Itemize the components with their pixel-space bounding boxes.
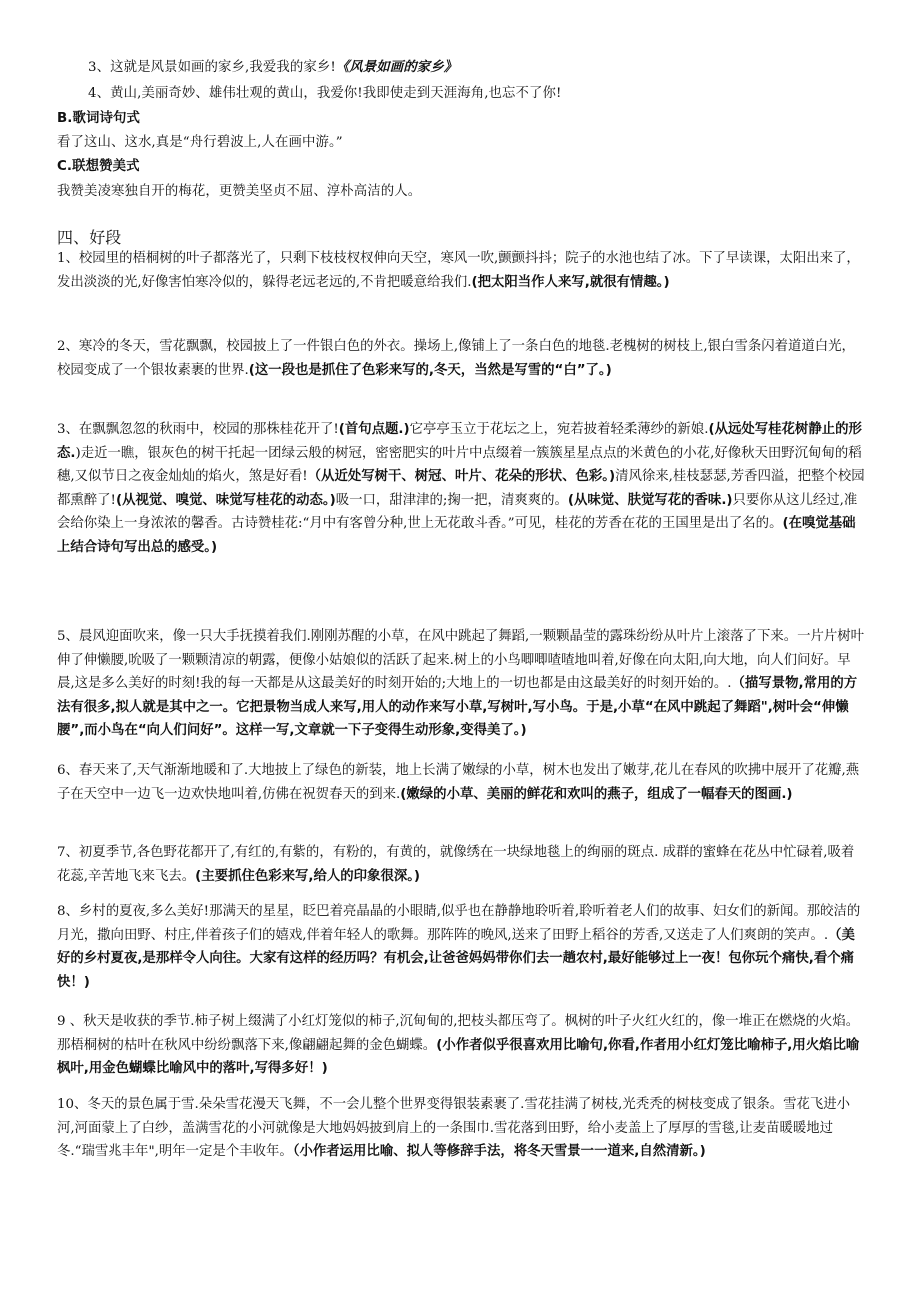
p3-note: (从远处写桂花树静止的形态. — [57, 422, 862, 461]
paragraph-1-note: (把太阳当作人来写,就很有情趣。) — [471, 274, 670, 290]
paragraph-7-text: 7、初夏季节,各色野花都开了,有红的,有紫的，有粉的，有黄的，就像绣在一块绿地毯上的绚丽的斑点. 成群的蜜蜂在花丛中忙碌着,吸着花蕊,辛苦地飞来飞去。 — [57, 845, 855, 884]
paragraph-6 — [57, 759, 865, 806]
paragraph-3 — [57, 418, 865, 560]
section-title: 四、好段 — [57, 228, 122, 247]
p3-note: (首句点题.) — [338, 422, 410, 437]
paragraph-10 — [57, 1093, 865, 1164]
p3-note: （从近处写树干、树冠、叶片、花朵的形状、色彩。) — [307, 469, 616, 485]
heading-c: C.联想赞美式 — [57, 159, 140, 174]
paragraph-1 — [57, 247, 865, 294]
paragraph-1-text: 1、校园里的梧桐树的叶子都落光了，只剩下枝枝杈杈伸向天空，寒风一吹,颤颤抖抖；院子的水池也结了冰。下了早读课，太阳出来了，发出淡淡的光,好像害怕寒冷似的，躲得老远老远的,不肯把暖意给我们. — [57, 251, 860, 290]
paragraph-8-note: （美好的乡村夏夜,是那样令人向往。大家有这样的经历吗？有机会,让爸爸妈妈带你们去一趟农村,最好能够过上一夜！包你玩个痛快,看个痛快！) — [57, 927, 855, 990]
line-3-title: 《风景如画的家乡》 — [335, 60, 458, 75]
heading-b: B.歌词诗句式 — [57, 111, 140, 126]
paragraph-8-text: 8、乡村的夏夜,多么美好!那满天的星星，眨巴着亮晶晶的小眼睛,似乎也在静静地聆听着,聆听着老人们的故事、妇女们的新闻。那皎洁的月光，撒向田野、村庄,伴着孩子们的嬉戏,伴着年轻人的歌舞。那阵阵的晚风,送来了田野上稻谷的芳香,又送走了人们爽朗的笑声。. — [57, 904, 861, 943]
paragraph-2-note: (这一段也是抓住了色彩来写的,冬天，当然是写雪的“白”了。) — [248, 362, 612, 378]
p3-note: (从味觉、肤觉写花的香味.) — [567, 492, 733, 508]
paragraph-6-note: (嫩绿的小草、美丽的鲜花和欢叫的燕子，组成了一幅春天的图画.) — [400, 786, 793, 802]
paragraph-5 — [57, 625, 865, 743]
paragraph-6-text: 6、春天来了,天气渐渐地暖和了.大地披上了绿色的新装，地上长满了嫩绿的小草，树木也发出了嫩芽,花儿在春风的吹拂中展开了花瓣,燕子在天空中一边飞一边欢快地叫着,仿佛在祝贺春天的到来. — [57, 763, 860, 802]
paragraph-9-text: 9 、秋天是收获的季节.柿子树上缀满了小红灯笼似的柿子,沉甸甸的,把枝头都压弯了。枫树的叶子火红火红的，像一堆正在燃烧的火焰。那梧桐树的枯叶在秋风中纷纷飘落下来,像翩翩起舞的金色蝴蝶。 — [57, 1014, 860, 1053]
p3-note: (在嗅觉基础上结合诗句写出总的感受。) — [57, 516, 856, 555]
paragraph-10-note: （小作者运用比喻、拟人等修辞手法，将冬天雪景一一道来,自然清新。) — [292, 1144, 706, 1160]
p3-part: 清风徐来,桂枝瑟瑟,芳香四溢，把整个校园都熏醉了! — [57, 469, 865, 508]
paragraph-8 — [57, 900, 865, 994]
paragraph-2 — [57, 335, 865, 382]
p3-note: (从视觉、嗅觉、味觉写桂花的动态。) — [115, 492, 336, 508]
paragraph-9 — [57, 1010, 865, 1081]
p3-part: 它亭亭玉立于花坛之上，宛若披着轻柔薄纱的新娘. — [409, 422, 709, 437]
text-b: 看了这山、这水,真是“舟行碧波上,人在画中游。” — [57, 135, 343, 150]
line-4: 4、黄山,美丽奇妙、雄伟壮观的黄山，我爱你!我即使走到天涯海角,也忘不了你! — [88, 86, 562, 101]
paragraph-5-note: （描写景物,常用的方法有很多,拟人就是其中之一。它把景物当成人来写,用人的动作来写小草,写树叶,写小鸟。于是,小草“在风中跳起了舞蹈",树叶会“伸懒腰”,而小鸟在“向人们问好”。这样一写,文章就一下子变得生动形象,变得美了。) — [57, 676, 858, 739]
p3-part: 3、在飘飘忽忽的秋雨中，校园的那株桂花开了! — [57, 422, 339, 437]
paragraph-5-text: 5、晨风迎面吹来，像一只大手抚摸着我们.刚刚苏醒的小草，在风中跳起了舞蹈,一颗颗晶莹的露珠纷纷从叶片上滚落了下来。一片片树叶伸了伸懒腰,吮吸了一颗颗清凉的朝露，便像小姑娘似的活跃了起来.树上的小鸟唧唧喳喳地叫着,好像在向太阳,向大地，向人们问好。早晨,这是多么美好的时刻!我的每一天都是从这最美好的时刻开始的;大地上的一切也都是由这最美好的时刻开始的。. — [57, 629, 865, 692]
paragraph-9-note: (小作者似乎很喜欢用比喻句,你看,作者用小红灯笼比喻柿子,用火焰比喻枫叶,用金色蝴蝶比喻风中的落叶,写得多好！) — [57, 1037, 860, 1077]
p3-part: 只要你从这儿经过,准会给你染上一身浓浓的馨香。古诗赞桂花:“月中有客曾分种,世上无花敢斗香。”可见，桂花的芳香在花的王国里是出了名的。 — [57, 492, 858, 532]
p3-part: )走近一瞧，银灰色的树干托起一团绿云般的树冠，密密肥实的叶片中点缀着一簇簇星星点点的米黄色的小花,好像秋天田野沉甸甸的稻穗,又似节日之夜金灿灿的焰火，煞是好看! — [57, 445, 862, 485]
line-3-text: 3、这就是风景如画的家乡,我爱我的家乡! — [88, 60, 336, 75]
text-c: 我赞美凌寒独自开的梅花，更赞美坚贞不屈、淳朴高洁的人。 — [57, 184, 422, 199]
paragraph-7-note: (主要抓住色彩来写,给人的印象很深。) — [195, 868, 421, 884]
paragraph-10-text: 10、冬天的景色属于雪.朵朵雪花漫天飞舞，不一会儿整个世界变得银装素裹了.雪花挂满了树枝,光秃秃的树枝变成了银条。雪花飞进小河,河面蒙上了白纱，盖满雪花的小河就像是大地妈妈披到肩上的一条围巾.雪花落到田野，给小麦盖上了厚厚的雪毯,让麦苗暖暖地过冬.“瑞雪兆丰年",明年一定是个丰收年。 — [57, 1097, 851, 1160]
paragraph-2-text: 2、寒冷的冬天，雪花飘飘，校园披上了一件银白色的外衣。操场上,像铺上了一条白色的地毯.老槐树的树枝上,银白雪条闪着道道白光，校园变成了一个银妆素裹的世界. — [57, 339, 855, 378]
paragraph-7 — [57, 841, 865, 888]
line-3 — [88, 56, 457, 75]
p3-part: 吸一口，甜津津的;掬一把，清爽爽的。 — [335, 492, 568, 508]
